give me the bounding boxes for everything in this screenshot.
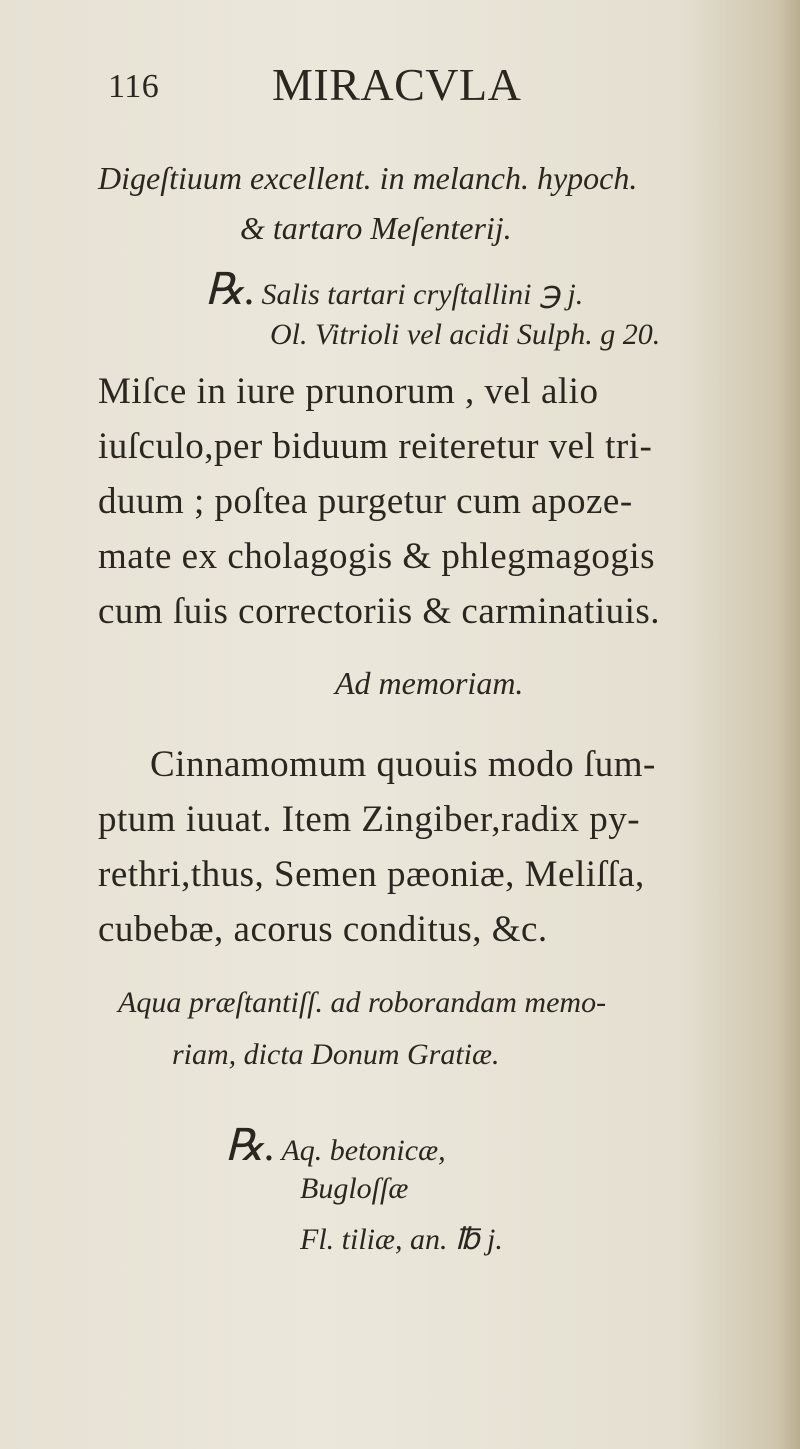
paragraph-1-line-4: mate ex cholagogis & phlegmagogis [98,536,655,577]
aqua-line-2: riam, dicta Donum Gratiæ. [172,1038,500,1071]
intro-line-2: & tartaro Meſenterij. [240,210,512,246]
recipe-2-line-2: Bugloſſæ [300,1172,409,1205]
page-number: 116 [108,68,160,105]
paragraph-2-line-3: rethri,thus, Semen pæoniæ, Meliſſa, [98,854,645,895]
paragraph-1-line-1: Miſce in iure prunorum , vel alio [98,371,599,412]
page-header [0,58,800,118]
paragraph-2-line-2: ptum iuuat. Item Zingiber,radix py- [98,799,641,840]
intro-line-1: Digeſtiuum excellent. in melanch. hypoch. [98,160,638,196]
recipe-2-line-3: Fl. tiliæ, an. ℔ j. [300,1223,503,1256]
paragraph-2-line-4: cubebæ, acorus conditus, &c. [98,909,548,950]
recipe-2-line-1: ℞. Aq. betonicæ, [225,1121,446,1170]
paragraph-2-line-1: Cinnamomum quouis modo ſum- [150,744,656,785]
heading-memoriam: Ad memoriam. [335,665,524,701]
running-title: MIRACVLA [272,59,522,110]
recipe-1-line-2: Ol. Vitrioli vel acidi Sulph. g 20. [270,318,661,351]
aqua-line-1: Aqua præſtantiſſ. ad roborandam memo- [118,986,607,1019]
recipe-symbol-icon: ℞. [225,1121,276,1170]
paragraph-1-line-5: cum ſuis correctoriis & carminatiuis. [98,591,661,632]
paragraph-1-line-2: iuſculo,per biduum reiteretur vel tri- [98,426,653,467]
recipe-symbol-icon: ℞. [205,265,256,314]
paragraph-1-line-3: duum ; poſtea purgetur cum apoze- [98,481,633,522]
recipe-1-line-1: ℞. Salis tartari cryſtallini ℈ j. [205,265,584,314]
